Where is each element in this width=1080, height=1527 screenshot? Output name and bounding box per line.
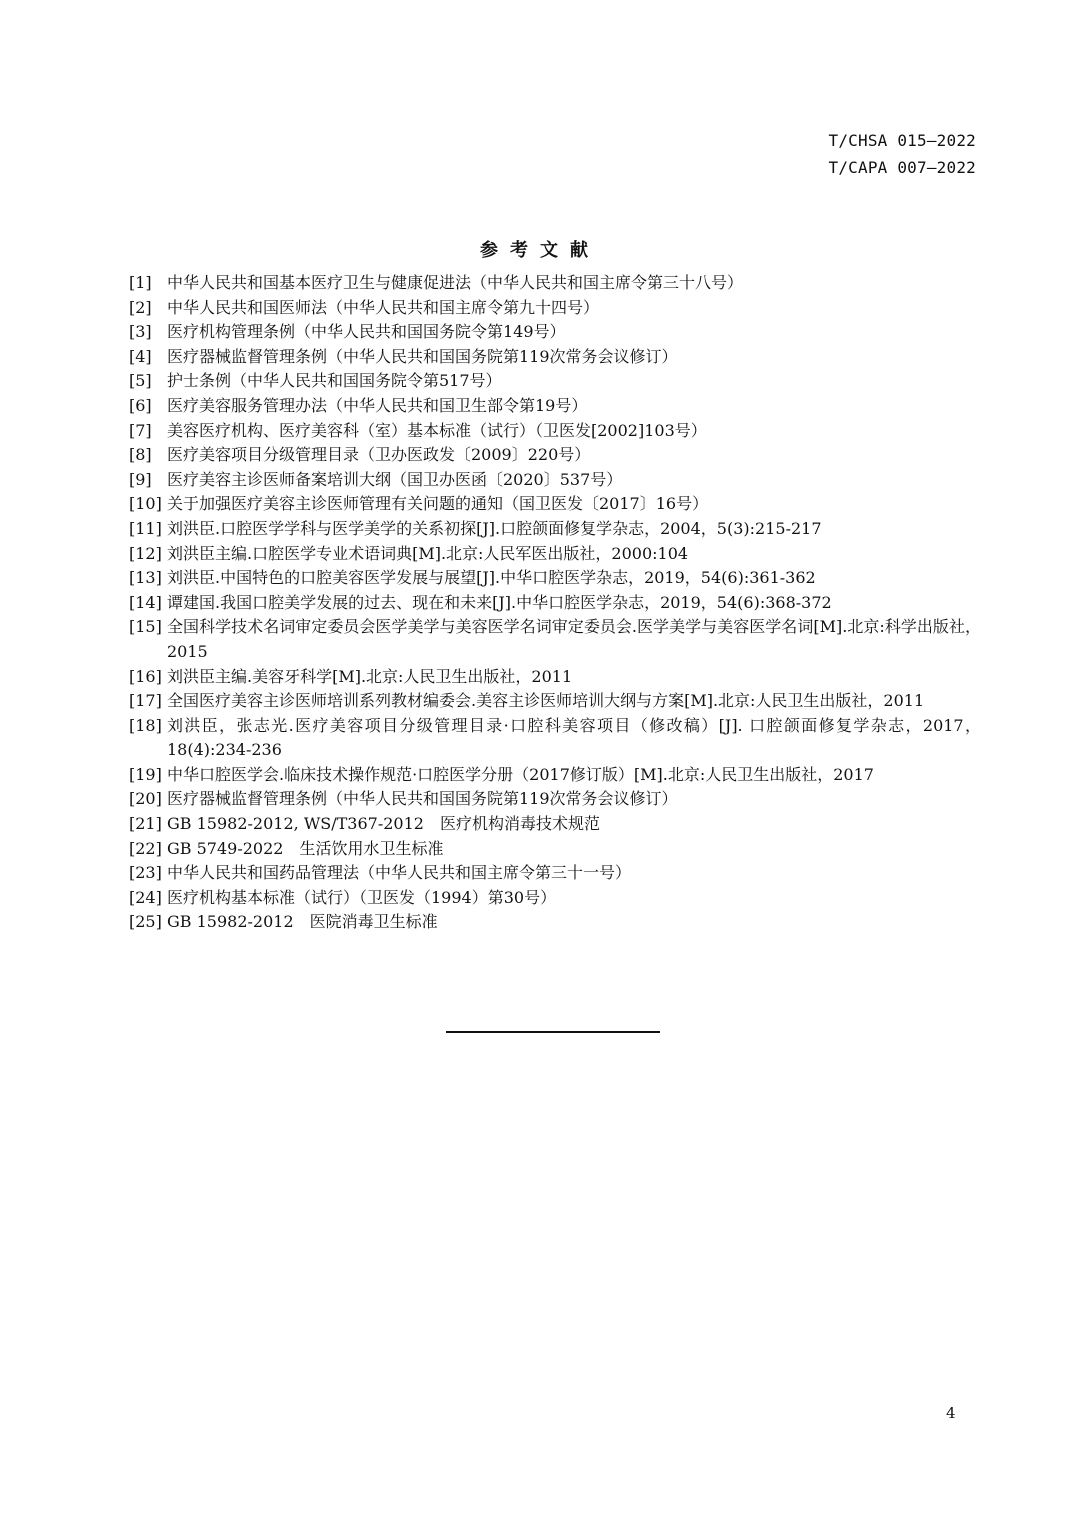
reference-item — [129, 861, 981, 886]
reference-item — [129, 591, 981, 616]
reference-text: 全国医疗美容主诊医师培训系列教材编委会.美容主诊医师培训大纲与方案[M].北京:人民卫生出版社，2011 — [167, 691, 925, 711]
reference-text: 中华人民共和国基本医疗卫生与健康促进法（中华人民共和国主席令第三十八号） — [167, 273, 744, 292]
reference-item — [129, 763, 981, 788]
reference-number: [11] — [129, 518, 162, 538]
reference-text: 刘洪臣主编.美容牙科学[M].北京:人民卫生出版社，2011 — [167, 666, 573, 686]
reference-item — [129, 886, 981, 911]
reference-item — [129, 615, 981, 664]
reference-number: [2] — [129, 297, 152, 317]
reference-item — [129, 320, 981, 345]
reference-text: 医疗美容主诊医师备案培训大纲（国卫办医函〔2020〕537号） — [167, 469, 623, 489]
reference-number: [22] — [129, 838, 162, 858]
page-number: 4 — [946, 1404, 956, 1422]
reference-item — [129, 910, 981, 935]
reference-number: [9] — [129, 469, 152, 489]
reference-text: 刘洪臣主编.口腔医学专业术语词典[M].北京:人民军医出版社，2000:104 — [167, 543, 689, 563]
reference-number: [6] — [129, 395, 152, 415]
reference-number: [23] — [129, 863, 162, 883]
reference-item — [129, 517, 981, 542]
reference-text: 医疗美容项目分级管理目录（卫办医政发〔2009〕220号） — [167, 445, 591, 465]
reference-number: [16] — [129, 666, 162, 686]
reference-item — [129, 837, 981, 862]
reference-text: 关于加强医疗美容主诊医师管理有关问题的通知（国卫医发〔2017〕16号） — [167, 494, 709, 514]
end-rule — [446, 1031, 660, 1033]
reference-text: GB 5749-2022 生活饮用水卫生标准 — [167, 838, 444, 858]
reference-number: [10] — [129, 494, 162, 514]
reference-item — [129, 492, 981, 517]
reference-text: 中华口腔医学会.临床技术操作规范·口腔医学分册（2017修订版）[M].北京:人民卫生出版社，2017 — [167, 764, 874, 784]
reference-item — [129, 419, 981, 444]
reference-text: 美容医疗机构、医疗美容科（室）基本标准（试行）（卫医发[2002]103号） — [167, 420, 707, 440]
reference-number: [21] — [129, 814, 162, 834]
reference-number: [12] — [129, 543, 162, 563]
reference-text: GB 15982-2012, WS/T367-2012 医疗机构消毒技术规范 — [167, 814, 600, 834]
standard-code-capa: T/CAPA 007—2022 — [828, 158, 976, 177]
reference-item — [129, 468, 981, 493]
reference-text: 谭建国.我国口腔美学发展的过去、现在和未来[J].中华口腔医学杂志，2019，54(6):368-372 — [167, 592, 832, 612]
reference-text: 刘洪臣.中国特色的口腔美容医学发展与展望[J].中华口腔医学杂志，2019，54(6):361-362 — [167, 568, 816, 588]
reference-text: 刘洪臣.口腔医学学科与医学美学的关系初探[J].口腔颌面修复学杂志，2004，5(3):215-217 — [167, 518, 822, 538]
reference-number: [13] — [129, 568, 162, 588]
reference-text: 刘洪臣，张志光.医疗美容项目分级管理目录·口腔科美容项目（修改稿）[J]. 口腔颌面修复学杂志，2017，18(4):234-236 — [167, 715, 981, 760]
reference-number: [1] — [129, 273, 152, 292]
reference-number: [19] — [129, 764, 162, 784]
reference-number: [3] — [129, 322, 152, 342]
reference-number: [4] — [129, 346, 152, 366]
reference-item — [129, 271, 981, 296]
reference-text: 护士条例（中华人民共和国国务院令第517号） — [167, 371, 502, 391]
standard-code-chsa: T/CHSA 015—2022 — [828, 131, 976, 150]
reference-number: [5] — [129, 371, 152, 391]
reference-text: 中华人民共和国药品管理法（中华人民共和国主席令第三十一号） — [167, 863, 632, 883]
reference-item — [129, 566, 981, 591]
reference-number: [7] — [129, 420, 152, 440]
reference-number: [24] — [129, 887, 162, 907]
reference-text: 医疗机构管理条例（中华人民共和国国务院令第149号） — [167, 322, 566, 342]
reference-number: [15] — [129, 617, 162, 637]
reference-item — [129, 665, 981, 690]
reference-item — [129, 812, 981, 837]
reference-list — [129, 271, 981, 935]
reference-number: [20] — [129, 789, 162, 809]
reference-text: 全国科学技术名词审定委员会医学美学与美容医学名词审定委员会.医学美学与美容医学名词[M].北京:科学出版社，2015 — [167, 617, 981, 661]
reference-item — [129, 443, 981, 468]
reference-number: [8] — [129, 445, 152, 465]
reference-item — [129, 542, 981, 567]
reference-item — [129, 394, 981, 419]
reference-text: GB 15982-2012 医院消毒卫生标准 — [167, 912, 438, 932]
reference-item — [129, 689, 981, 714]
reference-item — [129, 787, 981, 812]
reference-item — [129, 714, 981, 763]
section-title: 参考文献 — [480, 240, 600, 261]
reference-number: [14] — [129, 592, 162, 612]
reference-text: 中华人民共和国医师法（中华人民共和国主席令第九十四号） — [167, 297, 600, 317]
reference-item — [129, 369, 981, 394]
reference-text: 医疗器械监督管理条例（中华人民共和国国务院第119次常务会议修订） — [167, 346, 678, 366]
reference-text: 医疗美容服务管理办法（中华人民共和国卫生部令第19号） — [167, 395, 588, 415]
reference-text: 医疗器械监督管理条例（中华人民共和国国务院第119次常务会议修订） — [167, 789, 678, 809]
reference-item — [129, 345, 981, 370]
standard-codes — [829, 127, 977, 181]
reference-number: [17] — [129, 691, 162, 711]
reference-text: 医疗机构基本标准（试行）（卫医发（1994）第30号） — [167, 887, 557, 907]
reference-number: [18] — [129, 715, 162, 735]
reference-number: [25] — [129, 912, 162, 932]
reference-item — [129, 296, 981, 321]
